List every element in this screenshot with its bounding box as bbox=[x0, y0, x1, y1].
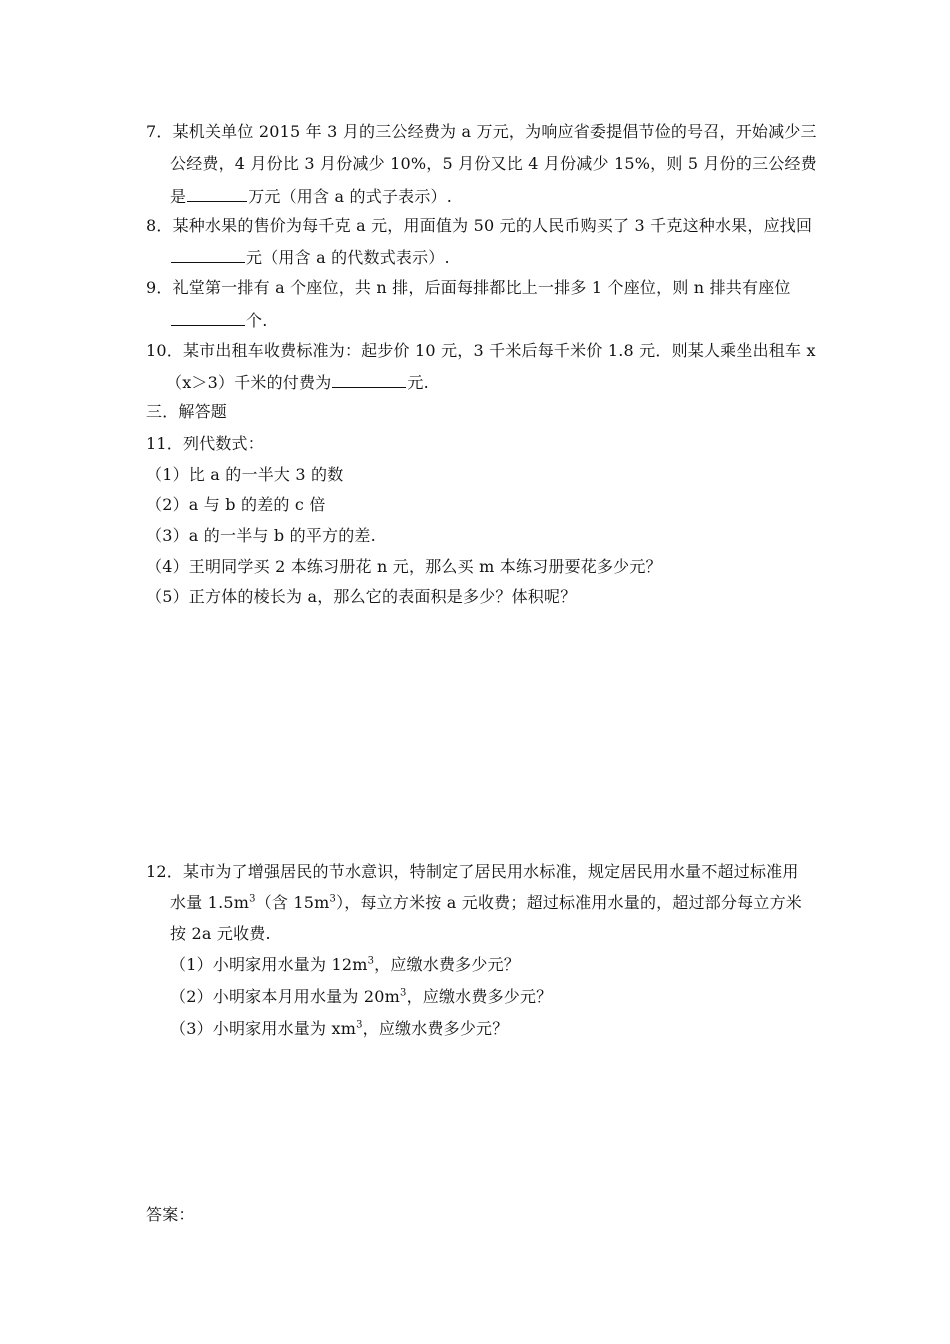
q10-line1: 10．某市出租车收费标准为：起步价 10 元，3 千米后每千米价 1.8 元．则某人乘坐出租车 x bbox=[146, 341, 816, 360]
q12-line2-part3: ），每立方米按 a 元收费；超过标准用水量的，超过部分每立方米 bbox=[336, 893, 802, 912]
q12-sub-3-start: （3）小明家用水量为 xm bbox=[170, 1019, 357, 1038]
q7-line2: 公经费，4 月份比 3 月份减少 10%，5 月份又比 4 月份减少 15%，则 5 月份的三公经费 bbox=[170, 154, 817, 173]
q12-line1: 12．某市为了增强居民的节水意识，特制定了居民用水标准，规定居民用水量不超过标准用 bbox=[146, 862, 799, 881]
q12-sub-2 bbox=[170, 987, 552, 1007]
q9-line2 bbox=[170, 309, 268, 331]
answer-label: 答案： bbox=[146, 1205, 195, 1224]
q10-answer-blank[interactable] bbox=[332, 371, 406, 388]
q11-title: 11．列代数式： bbox=[146, 434, 264, 453]
q10-line2-start: （x＞3）千米的付费为 bbox=[166, 373, 332, 392]
q8-line1: 8．某种水果的售价为每千克 a 元，用面值为 50 元的人民币购买了 3 千克这种水果，应找回 bbox=[146, 216, 813, 235]
q11-item-5: （5）正方体的棱长为 a，那么它的表面积是多少？体积呢？ bbox=[146, 587, 577, 606]
q11-item-3: （3）a 的一半与 b 的平方的差. bbox=[146, 526, 376, 545]
q7-line3-start: 是 bbox=[170, 187, 187, 206]
q12-line2 bbox=[170, 893, 802, 913]
q11-item-4: （4）王明同学买 2 本练习册花 n 元，那么买 m 本练习册要花多少元？ bbox=[146, 557, 662, 576]
q10-line2-end: 元. bbox=[407, 373, 429, 392]
cubic-superscript: 3 bbox=[367, 955, 375, 967]
q7-line3 bbox=[170, 185, 452, 207]
q9-line2-end: 个. bbox=[246, 311, 268, 330]
q12-sub-2-end: ，应缴水费多少元？ bbox=[406, 987, 553, 1006]
q12-sub-3 bbox=[170, 1019, 508, 1039]
q12-line2-part2: （含 15m bbox=[255, 893, 330, 912]
q9-line1: 9．礼堂第一排有 a 个座位，共 n 排，后面每排都比上一排多 1 个座位，则 n 排共有座位 bbox=[146, 278, 791, 297]
cubic-superscript: 3 bbox=[400, 987, 407, 999]
q12-sub-1-start: （1）小明家用水量为 12m bbox=[170, 955, 368, 974]
q8-line2 bbox=[170, 246, 450, 268]
q11-item-2: （2）a 与 b 的差的 c 倍 bbox=[146, 495, 326, 514]
q12-line3: 按 2a 元收费. bbox=[170, 924, 271, 943]
q12-sub-3-end: ，应缴水费多少元？ bbox=[362, 1019, 509, 1038]
q8-answer-blank[interactable] bbox=[171, 246, 245, 263]
q11-item-1: （1）比 a 的一半大 3 的数 bbox=[146, 465, 344, 484]
q7-answer-blank[interactable] bbox=[187, 185, 247, 202]
cubic-superscript: 3 bbox=[329, 893, 337, 905]
q12-sub-2-start: （2）小明家本月用水量为 20m bbox=[170, 987, 400, 1006]
cubic-superscript: 3 bbox=[249, 893, 256, 905]
q7-line1: 7．某机关单位 2015 年 3 月的三公经费为 a 万元，为响应省委提倡节俭的号召，开始减少三 bbox=[146, 122, 817, 141]
q9-answer-blank[interactable] bbox=[171, 309, 245, 326]
q12-line2-part1: 水量 1.5m bbox=[170, 893, 250, 912]
q12-sub-1 bbox=[170, 955, 520, 975]
section-heading: 三．解答题 bbox=[146, 402, 228, 421]
cubic-superscript: 3 bbox=[356, 1019, 363, 1031]
q12-sub-1-end: ，应缴水费多少元？ bbox=[374, 955, 520, 974]
q10-line2 bbox=[166, 371, 429, 393]
q7-line3-end: 万元（用含 a 的式子表示）. bbox=[248, 187, 453, 206]
q8-line2-end: 元（用含 a 的代数式表示）. bbox=[246, 248, 450, 267]
